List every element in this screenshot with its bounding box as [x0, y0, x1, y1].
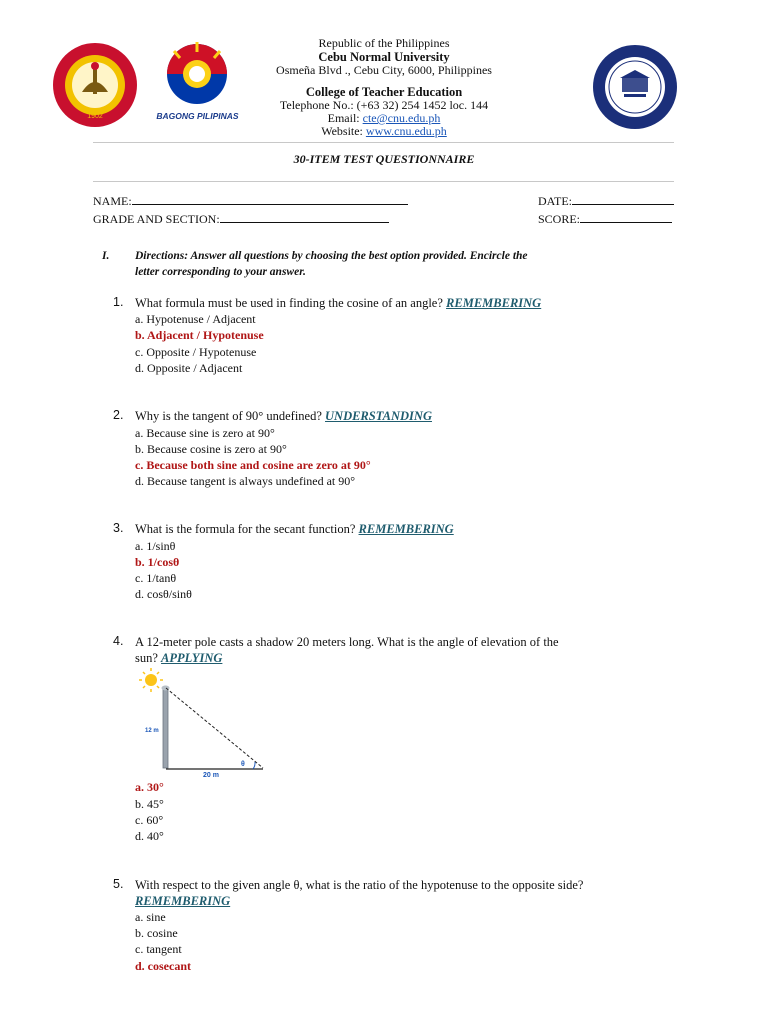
q4-option-b[interactable]: b. 45° — [135, 797, 164, 811]
header-website-line — [0, 124, 768, 138]
question-4-stem-end: sun? — [135, 651, 158, 665]
q5-option-d[interactable]: d. cosecant — [135, 959, 191, 973]
q5-option-a[interactable]: a. sine — [135, 910, 166, 924]
directions-numeral: I. — [102, 250, 110, 262]
q3-option-d[interactable]: d. cosθ/sinθ — [135, 587, 192, 601]
question-2-text — [135, 408, 432, 424]
q1-option-a[interactable]: a. Hypotenuse / Adjacent — [135, 312, 256, 326]
date-label: DATE: — [538, 194, 572, 208]
question-5-level: REMEMBERING — [135, 894, 231, 908]
sun-ray-line — [166, 688, 263, 768]
question-2-level: UNDERSTANDING — [325, 409, 432, 423]
date-input-line[interactable] — [572, 193, 674, 205]
grade-input-line[interactable] — [220, 211, 389, 223]
email-label: Email: — [327, 111, 363, 125]
grade-label: GRADE AND SECTION: — [93, 212, 220, 226]
header-university: Cebu Normal University — [318, 50, 450, 64]
q1-option-c[interactable]: c. Opposite / Hypotenuse — [135, 345, 257, 359]
email-link[interactable]: cte@cnu.edu.ph — [362, 111, 441, 125]
q3-option-c[interactable]: c. 1/tanθ — [135, 571, 177, 585]
angle-theta-label: θ — [241, 761, 245, 768]
question-4-line-1: A 12-meter pole casts a shadow 20 meters long. What is the angle of elevation of the — [135, 635, 559, 649]
test-title: 30-ITEM TEST QUESTIONNAIRE — [293, 152, 475, 166]
question-4-number: 4. — [113, 634, 124, 648]
question-5-number: 5. — [113, 877, 124, 891]
date-field — [538, 193, 674, 209]
directions-line-1: Directions: Answer all questions by choosing the best option provided. Encircle the — [135, 250, 528, 262]
website-label: Website: — [321, 124, 366, 138]
question-3-text — [135, 521, 454, 537]
question-5-text: With respect to the given angle θ, what is the ratio of the hypotenuse to the opposite side? — [135, 878, 584, 892]
question-3-number: 3. — [113, 521, 124, 535]
q1-option-d[interactable]: d. Opposite / Adjacent — [135, 361, 243, 375]
score-field — [538, 211, 672, 227]
q2-option-d[interactable]: d. Because tangent is always undefined at 90° — [135, 474, 356, 488]
sun-icon — [139, 668, 163, 692]
question-4-line-2 — [135, 650, 222, 666]
name-field — [93, 193, 408, 209]
q3-option-b[interactable]: b. 1/cosθ — [135, 555, 180, 569]
q4-option-c[interactable]: c. 60° — [135, 813, 164, 827]
q4-option-a[interactable]: a. 30° — [135, 780, 164, 794]
header-email-line — [0, 111, 768, 125]
question-2-number: 2. — [113, 408, 124, 422]
title-divider — [93, 181, 674, 182]
name-input-line[interactable] — [132, 193, 408, 205]
q1-option-b[interactable]: b. Adjacent / Hypotenuse — [135, 328, 264, 342]
question-3-level: REMEMBERING — [358, 522, 454, 536]
name-label: NAME: — [93, 194, 132, 208]
shadow-triangle-diagram — [135, 666, 267, 780]
q3-option-a[interactable]: a. 1/sinθ — [135, 539, 176, 553]
header-divider — [93, 142, 674, 143]
score-label: SCORE: — [538, 212, 581, 226]
grade-field — [93, 211, 389, 227]
q5-option-c[interactable]: c. tangent — [135, 942, 182, 956]
header-telephone: Telephone No.: (+63 32) 254 1452 loc. 144 — [279, 98, 489, 112]
header-college: College of Teacher Education — [305, 85, 463, 99]
question-1-text — [135, 295, 541, 311]
question-3-stem: What is the formula for the secant function? — [135, 522, 356, 536]
question-5-level-line — [135, 893, 230, 909]
question-2-stem: Why is the tangent of 90° undefined? — [135, 409, 322, 423]
question-1-number: 1. — [113, 295, 124, 309]
seal-year: 1902 — [87, 113, 103, 120]
question-4-level: APPLYING — [161, 651, 223, 665]
q2-option-b[interactable]: b. Because cosine is zero at 90° — [135, 442, 287, 456]
q2-option-c[interactable]: c. Because both sine and cosine are zero at 90° — [135, 458, 371, 472]
website-link[interactable]: www.cnu.edu.ph — [365, 124, 447, 138]
header-republic: Republic of the Philippines — [318, 36, 450, 50]
directions-line-2: letter corresponding to your answer. — [135, 266, 306, 278]
q5-option-b[interactable]: b. cosine — [135, 926, 178, 940]
score-input-line[interactable] — [580, 211, 672, 223]
pole-length-label: 12 m — [145, 728, 159, 734]
question-1-stem: What formula must be used in finding the cosine of an angle? — [135, 296, 443, 310]
shadow-length-label: 20 m — [203, 772, 219, 779]
q4-option-d[interactable]: d. 40° — [135, 829, 164, 843]
question-1-level: REMEMBERING — [446, 296, 542, 310]
pole — [163, 688, 168, 768]
q2-option-a[interactable]: a. Because sine is zero at 90° — [135, 426, 275, 440]
bagong-pilipinas-caption: BAGONG PILIPINAS — [156, 111, 239, 121]
header-address: Osmeña Blvd ., Cebu City, 6000, Philippines — [276, 63, 492, 77]
